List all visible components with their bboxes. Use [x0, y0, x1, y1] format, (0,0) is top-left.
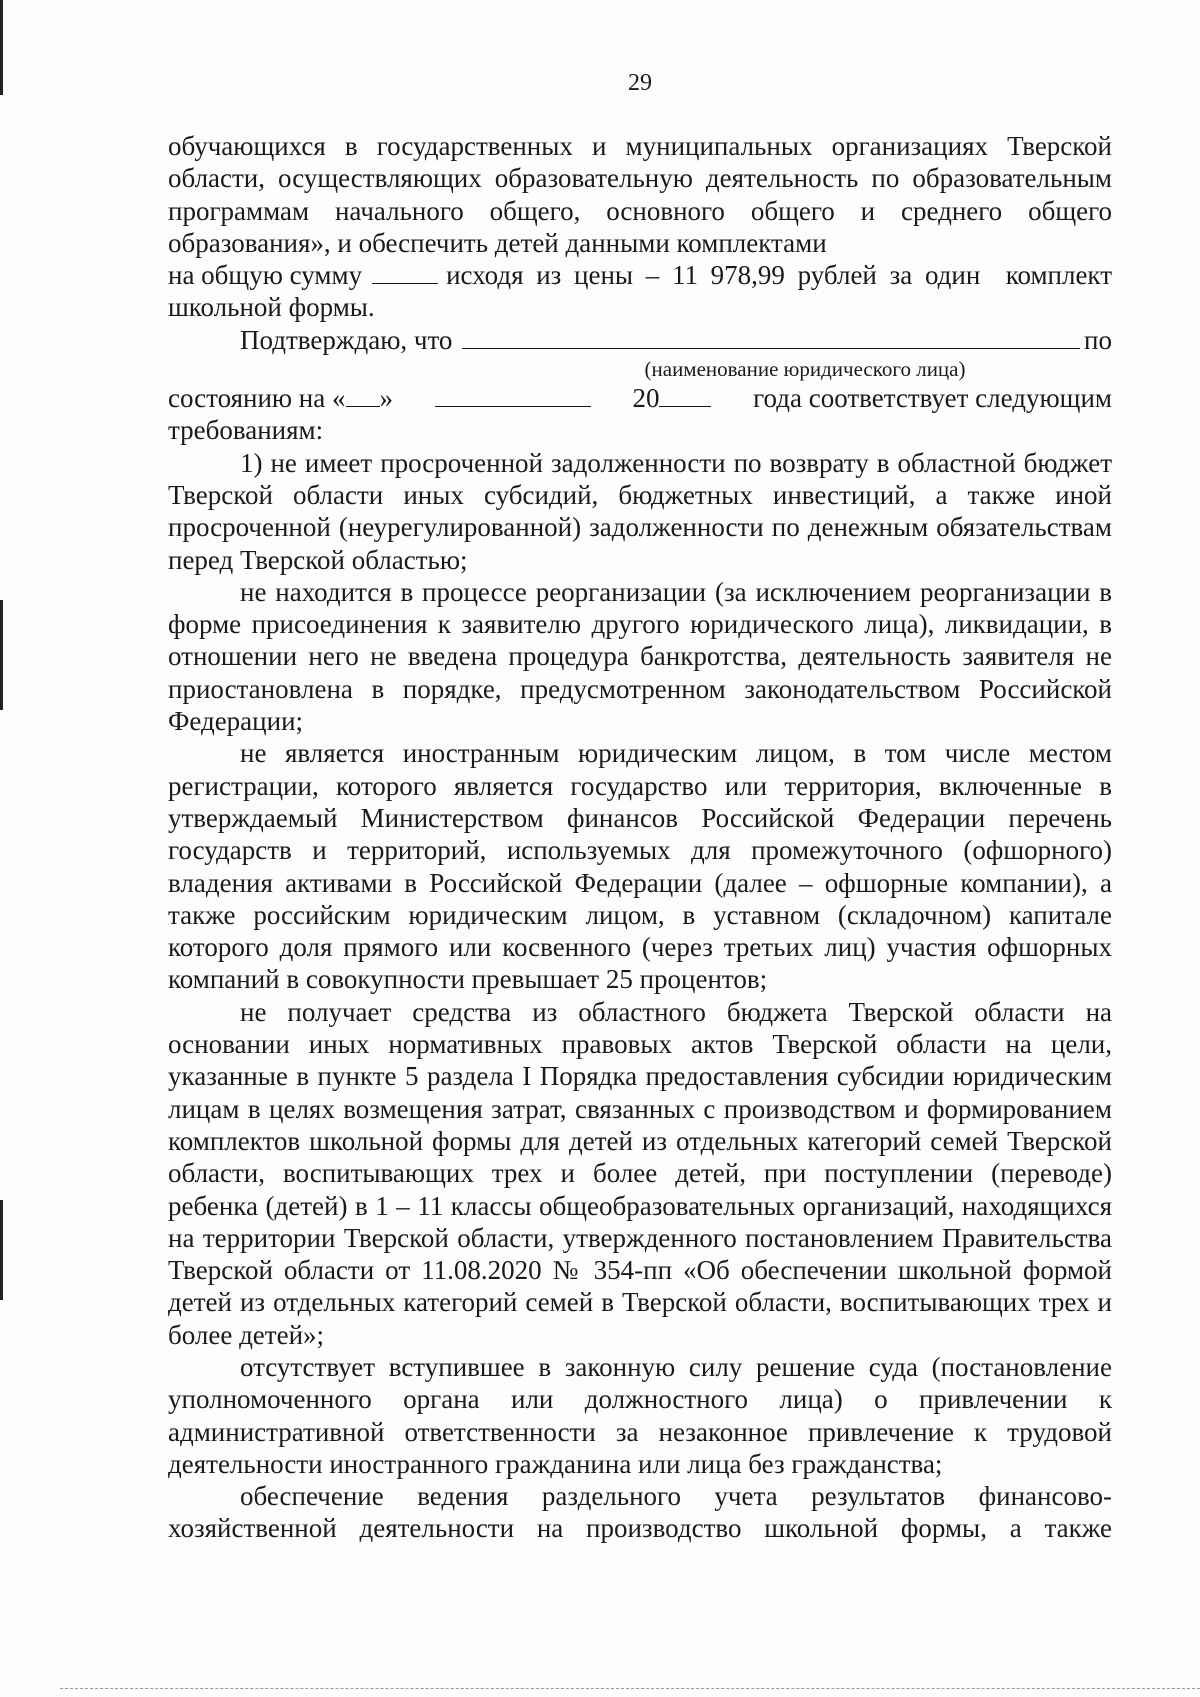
sum-blank	[372, 261, 438, 284]
date-prefix: состоянию на « »	[168, 383, 393, 414]
scan-margin-mark	[0, 600, 3, 710]
legal-entity-blank	[462, 326, 1080, 349]
price-text-start: исходя из цены – 11 978,99 рублей за один комплект	[446, 260, 1112, 291]
price-text-end: школьной формы.	[168, 292, 375, 323]
confirm-label: Подтверждаю, что	[240, 324, 453, 355]
sum-line	[168, 259, 1112, 291]
requirements-heading: требованиям:	[168, 415, 324, 446]
requirement-item: отсутствует вступившее в законную силу решение суда (постановление уполномоченного органа или должностного лица) о привлечении к административной ответственности за незаконное привлечение к трудовой деятельности иностранного гражданина или лица без гражданства;	[168, 1351, 1112, 1479]
date-line	[168, 382, 1112, 414]
requirement-item: не получает средства из областного бюджета Тверской области на основании иных нормативных правовых актов Тверской области на цели, указанные в пункте 5 раздела I Порядка предоставления субсидии юридическим лицам в целях возмещения затрат, связанных с производством и формированием комплектов школьной формы для детей из отдельных категорий семей Тверской области, воспитывающих трех и более детей, при поступлении (переводе) ребенка (детей) в 1 – 11 классы общеобразовательных организаций, находящихся на территории Тверской области, утвержденного постановлением Правительства Тверской области от 11.08.2020 № 354-пп «Об обеспечении школьной формой детей из отдельных категорий семей в Тверской области, воспитывающих трех и более детей»;	[168, 996, 1112, 1350]
requirement-item: обеспечение ведения раздельного учета результатов финансово-хозяйственной деятельности на производство школьной формы, а также	[168, 1481, 1112, 1544]
month-blank	[435, 384, 591, 407]
paragraph-continuation: обучающихся в государственных и муниципальных организациях Тверской области, осуществляющих образовательную деятельность по образовательным программам начального общего, основного общего и среднего общего образования», и обеспечить детей данными комплектами	[168, 131, 1112, 258]
requirement-item: 1) не имеет просроченной задолженности по возврату в областной бюджет Тверской области иных субсидий, бюджетных инвестиций, а также иной просроченной (неурегулированной) задолженности по денежным обязательствам перед Тверской областью;	[168, 447, 1112, 575]
day-blank	[346, 384, 380, 407]
year-field: 20	[632, 382, 711, 414]
document-body	[168, 130, 1112, 1545]
requirement-item: не находится в процессе реорганизации (за исключением реорганизации в форме присоединения к заявителю другого юридического лица), ликвидации, в отношении него не введена процедура банкротства, деятельность заявителя не приостановлена в порядке, предусмотренном законодательством Российской Федерации;	[168, 576, 1112, 737]
requirement-item: не является иностранным юридическим лицом, в том числе местом регистрации, которого является государство или территория, включенные в утверждаемый Министерством финансов Российской Федерации перечень государств и территорий, используемых для промежуточного (офшорного) владения активами в Российской Федерации (далее – офшорные компании), а также российским юридическим лицом, в уставном (складочном) капитале которого доля прямого или косвенного (через третьих лиц) участия офшорных компаний в совокупности превышает 25 процентов;	[168, 738, 1112, 995]
year-blank	[659, 384, 711, 407]
legal-entity-caption: (наименование юридического лица)	[644, 357, 966, 382]
sum-label: на общую сумму	[168, 260, 363, 291]
scan-bottom-edge	[60, 1688, 1200, 1690]
scan-margin-mark	[0, 1200, 3, 1300]
date-suffix: года соответствует следующим	[753, 383, 1112, 414]
confirm-suffix: по	[1084, 324, 1112, 355]
page-number: 29	[628, 70, 652, 96]
confirm-line	[168, 324, 1112, 356]
